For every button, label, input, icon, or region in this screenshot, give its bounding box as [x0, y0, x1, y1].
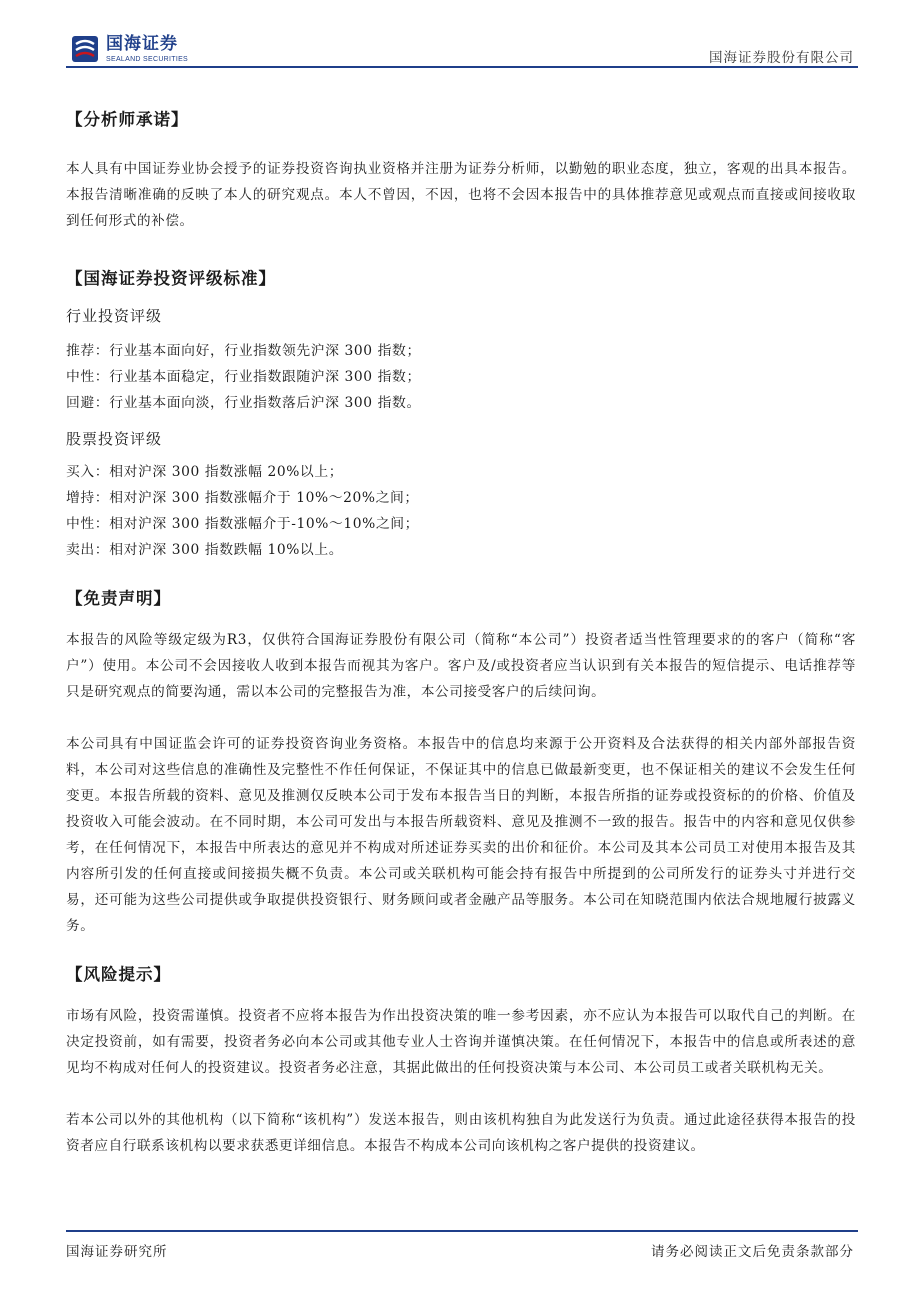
stock-rating-list	[66, 459, 856, 563]
industry-rating-heading: 行业投资评级	[66, 307, 163, 325]
industry-rating-avoid: 回避：行业基本面向淡，行业指数落后沪深 300 指数。	[66, 395, 421, 411]
sealand-logo-icon	[70, 34, 100, 64]
disclaimer-section-title: 【免责声明】	[66, 589, 171, 608]
disclaimer-paragraph-2: 本公司具有中国证监会许可的证券投资咨询业务资格。本报告中的信息均来源于公开资料及合法获得的相关内部外部报告资料，本公司对这些信息的准确性及完整性不作任何保证，不保证其中的信息已做最新变更，也不保证相关的建议不会发生任何变更。本报告所载的资料、意见及推测仅反映本公司于发布本报告当日的判断，本报告所指的证券或投资标的的价格、价值及投资收入可能会波动。在不同时期，本公司可发出与本报告所载资料、意见及推测不一致的报告。报告中的内容和意见仅供参考，在任何情况下，本报告中所表达的意见并不构成对所述证券买卖的出价和征价。本公司及其本公司员工对使用本报告及其内容所引发的任何直接或间接损失概不负责。本公司或关联机构可能会持有报告中所提到的公司所发行的证券头寸并进行交易，还可能为这些公司提供或争取提供投资银行、财务顾问或者金融产品等服务。本公司在知晓范围内依法合规地履行披露义务。	[66, 736, 856, 934]
industry-rating-neutral: 中性：行业基本面稳定，行业指数跟随沪深 300 指数；	[66, 369, 421, 385]
page-content	[66, 96, 856, 1159]
risk-paragraph-1: 市场有风险，投资需谨慎。投资者不应将本报告为作出投资决策的唯一参考因素，亦不应认为本报告可以取代自己的判断。在决定投资前，如有需要，投资者务必向本公司或其他专业人士咨询并谨慎决策。在任何情况下，本报告中的信息或所表述的意见均不构成对任何人的投资建议。投资者务必注意，其据此做出的任何投资决策与本公司、本公司员工或者关联机构无关。	[66, 1008, 856, 1076]
risk-paragraph-2: 若本公司以外的其他机构（以下简称“该机构”）发送本报告，则由该机构独自为此发送行为负责。通过此途径获得本报告的投资者应自行联系该机构以要求获悉更详细信息。本报告不构成本公司向该机构之客户提供的投资建议。	[66, 1112, 856, 1154]
footer-divider	[66, 1230, 858, 1232]
stock-rating-heading: 股票投资评级	[66, 430, 163, 448]
stock-rating-sell: 卖出：相对沪深 300 指数跌幅 10%以上。	[66, 542, 344, 558]
industry-rating-recommend: 推荐：行业基本面向好，行业指数领先沪深 300 指数；	[66, 343, 421, 359]
rating-section-title: 【国海证券投资评级标准】	[66, 269, 276, 288]
stock-rating-neutral: 中性：相对沪深 300 指数涨幅介于-10%～10%之间；	[66, 516, 420, 532]
page-header	[0, 0, 920, 70]
header-company-name: 国海证券股份有限公司	[709, 50, 854, 66]
footer-institute: 国海证券研究所	[66, 1244, 168, 1260]
logo-english-name: SEALAND SECURITIES	[106, 55, 189, 63]
industry-rating-list	[66, 338, 856, 416]
disclaimer-paragraph-1: 本报告的风险等级定级为R3，仅供符合国海证券股份有限公司（简称“本公司”）投资者适当性管理要求的的客户（简称“客户”）使用。本公司不会因接收人收到本报告而视其为客户。客户及/或投资者应当认识到有关本报告的短信提示、电话推荐等只是研究观点的简要沟通，需以本公司的完整报告为准，本公司接受客户的后续问询。	[66, 632, 856, 700]
header-divider	[66, 66, 858, 68]
company-logo	[70, 32, 188, 66]
risk-section-title: 【风险提示】	[66, 965, 171, 984]
stock-rating-buy: 买入：相对沪深 300 指数涨幅 20%以上；	[66, 464, 344, 480]
stock-rating-accumulate: 增持：相对沪深 300 指数涨幅介于 10%～20%之间；	[66, 490, 419, 506]
analyst-statement: 本人具有中国证券业协会授予的证券投资咨询执业资格并注册为证券分析师，以勤勉的职业态度，独立，客观的出具本报告。本报告清晰准确的反映了本人的研究观点。本人不曾因，不因，也将不会因本报告中的具体推荐意见或观点而直接或间接收取到任何形式的补偿。	[66, 161, 856, 229]
analyst-section-title: 【分析师承诺】	[66, 110, 189, 129]
footer-notice: 请务必阅读正文后免责条款部分	[651, 1244, 854, 1260]
logo-chinese-name: 国海证券	[106, 33, 178, 54]
